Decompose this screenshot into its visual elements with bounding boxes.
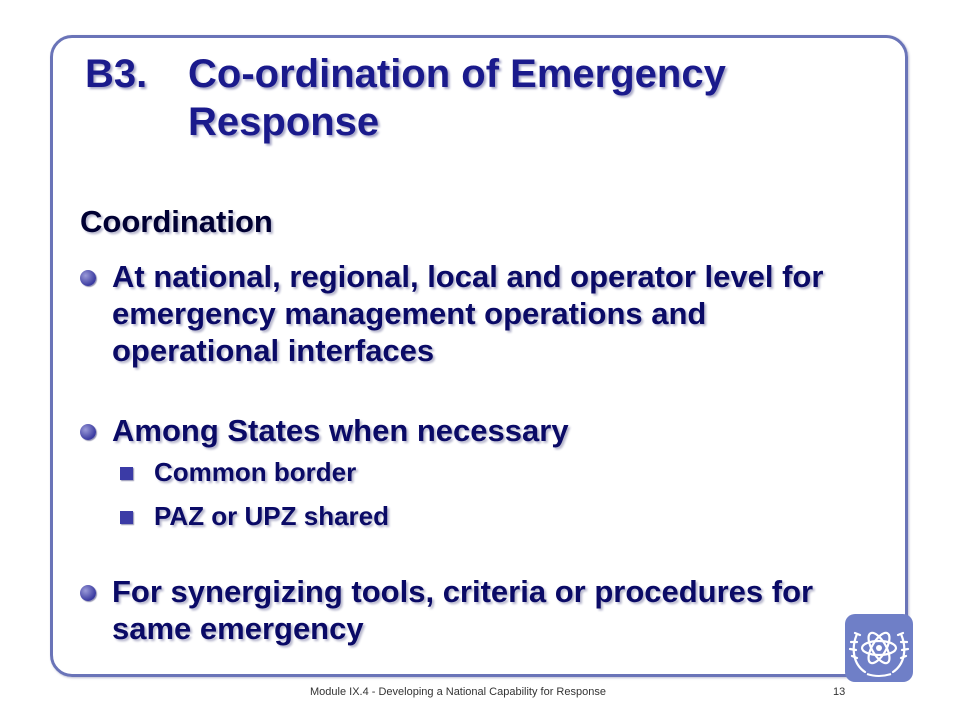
bullet-text: Among States when necessary: [112, 413, 569, 448]
title-number: B3.: [85, 52, 148, 96]
atom-laurel-emblem-icon: [843, 612, 915, 684]
sub-bullet-text: PAZ or UPZ shared: [154, 501, 390, 531]
bullet-dot-icon: [80, 585, 96, 601]
page-number: 13: [833, 686, 846, 698]
title-text: Co-ordination of Emergency Response: [188, 52, 726, 144]
bullet-text: For synergizing tools, criteria or procedures for same emergency: [112, 574, 814, 646]
footer-module-title: Module IX.4 - Developing a National Capability for Response: [310, 686, 606, 698]
bullet-square-icon: [120, 467, 133, 480]
bullet-dot-icon: [80, 424, 96, 440]
bullet-text: At national, regional, local and operator level for emergency management operations and operational interfaces: [112, 259, 824, 368]
footer: [0, 686, 960, 704]
section-heading: Coordination: [80, 204, 273, 239]
sub-bullet-text: Common border: [154, 457, 357, 487]
bullet-square-icon: [120, 511, 133, 524]
bullet-dot-icon: [80, 270, 96, 286]
